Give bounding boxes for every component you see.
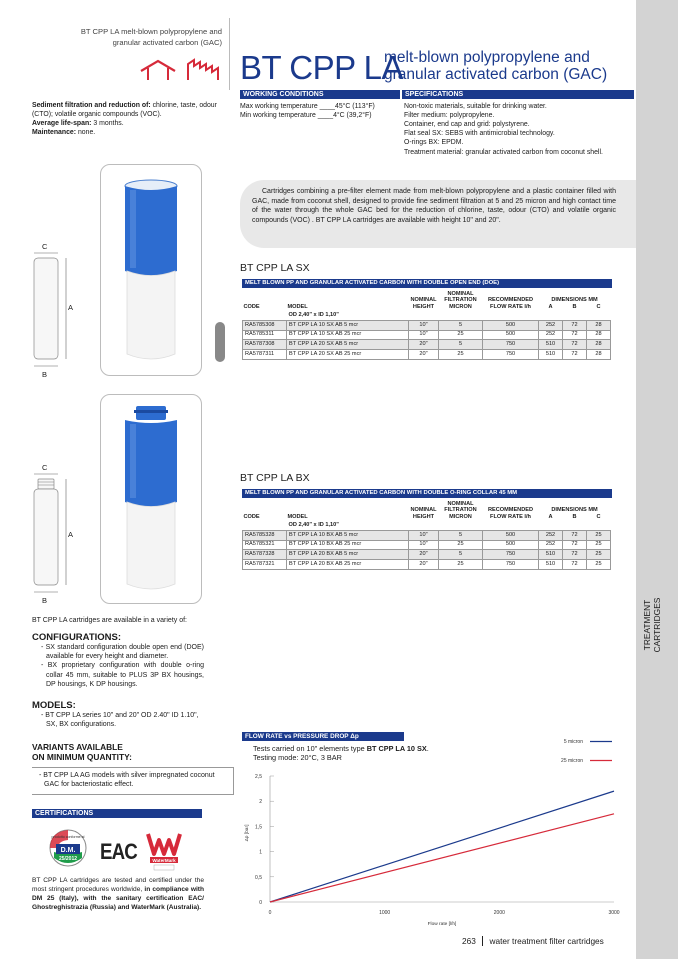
house-roof-icon	[138, 58, 178, 82]
page-subtitle	[384, 50, 607, 83]
specifications-list	[404, 102, 636, 157]
chart-note-line2: Testing mode: 20°C, 3 BAR	[253, 753, 342, 763]
diagram-label-a-bx: A	[68, 530, 74, 539]
table-row: RA5787321 BT CPP LA 20 BX AB 25 mcr 20" 25 750 510 72 25	[243, 560, 611, 570]
diagram-label-a: A	[68, 303, 74, 312]
sidebar-label-line1: TREATMENT	[642, 599, 652, 651]
footer	[462, 936, 604, 946]
max-temp-label: Max working temperature	[240, 103, 318, 110]
col-nominal-height: NOMINAL HEIGHT	[410, 297, 437, 310]
spec-line: Flat seal SX: SEBS with antimicrobial technology.	[404, 130, 555, 138]
sx-table	[242, 290, 611, 360]
variants-title-line1: VARIANTS AVAILABLE	[32, 742, 123, 752]
sx-title: BT CPP LA SX	[240, 262, 310, 274]
table-row: RA5785311 BT CPP LA 10 SX AB 25 mcr 10" 25 500 252 72 28	[243, 330, 611, 340]
dm25-logo-label: D.M.	[60, 847, 76, 854]
page-subtitle-line2: granular activated carbon (GAC)	[384, 65, 608, 83]
footer-text: water treatment filter cartridges	[489, 936, 604, 946]
variants-text: - BT CPP LA AG models with silver impregnated coconut GAC for bacteriostatic effect.	[39, 772, 215, 789]
y-tick-label: 1,5	[255, 824, 262, 831]
certifications-text	[32, 876, 204, 912]
min-temp-label: Min working temperature	[240, 112, 316, 120]
diagram-label-b: B	[42, 370, 48, 379]
y-tick-label: 1	[259, 849, 262, 856]
diagram-label-b-bx: B	[42, 596, 48, 605]
col-code: CODE	[243, 303, 260, 310]
min-temp-value: 4°C (39,2°F)	[333, 112, 372, 120]
cartridge-sx-outline-drawing	[30, 250, 78, 375]
variety-text: BT CPP LA cartridges are available in a variety of:	[32, 617, 187, 624]
sidebar-label-line2: CARTRIDGES	[651, 597, 662, 653]
table-row: RA5787311 BT CPP LA 20 SX AB 25 mcr 20" 25 750 510 72 28	[243, 350, 611, 360]
col-model: MODEL	[287, 513, 308, 520]
page-subtitle-line1: melt-blown polypropylene and	[384, 49, 590, 66]
legend-label: 5 micron	[563, 739, 583, 745]
intro-text	[32, 102, 228, 138]
sidebar-label	[643, 565, 662, 685]
y-tick-label: 2	[259, 799, 262, 806]
page-title: BT CPP LA	[240, 49, 404, 86]
spec-line: Filter medium: polypropylene.	[404, 112, 495, 120]
y-tick-label: 0	[259, 900, 262, 906]
col-nominal-filtration: NOMINAL FILTRATION MICRON	[444, 291, 477, 310]
legend-label: 25 micron	[561, 758, 583, 764]
chart-title: FLOW RATE vs PRESSURE DROP Δp	[242, 732, 404, 741]
chart-note-line1: Tests carried on 10" elements type BT CPP LA 10 SX.	[253, 744, 429, 753]
watermark-logo-label: WaterMark	[152, 858, 176, 863]
top-left-caption-line2: granular activated carbon (GAC)	[112, 38, 222, 48]
y-tick-label: 2,5	[255, 774, 262, 780]
models-list	[38, 711, 204, 729]
bx-title: BT CPP LA BX	[240, 472, 310, 484]
vertical-divider	[229, 18, 230, 90]
col-flow-rate: RECOMMENDED FLOW RATE l/h	[487, 507, 534, 520]
col-dim-a: DIMENSIONS MM A	[548, 507, 598, 520]
col-code: CODE	[243, 513, 260, 520]
bx-table-bar: MELT BLOWN PP AND GRANULAR ACTIVATED CARBON WITH DOUBLE O-RING COLLAR 45 MM	[242, 489, 612, 498]
bx-od-label: OD 2,40" x ID 1,10"	[288, 522, 339, 529]
col-dim-b: B	[572, 513, 577, 520]
col-model: MODEL	[287, 303, 308, 310]
table-row: RA5785308 BT CPP LA 10 SX AB 5 mcr 10" 5 500 252 72 28	[243, 320, 611, 330]
intro-sediment-label: Sediment filtration and reduction of:	[32, 102, 151, 109]
col-dim-b: B	[572, 303, 577, 310]
diagram-label-c: C	[42, 242, 48, 251]
col-nominal-filtration: NOMINAL FILTRATION MICRON	[444, 501, 477, 520]
bx-table-header	[243, 500, 611, 521]
list-item: - BT CPP LA series 10" and 20" OD 2.40" ID 1.10", SX, BX configurations.	[41, 712, 199, 729]
flow-pressure-chart	[240, 728, 636, 933]
intro-sediment-value: chlorine, taste, odour (CTO); volatile organic compounds (VOC).	[32, 102, 217, 118]
intro-sediment	[32, 102, 228, 120]
intro-life	[32, 120, 228, 129]
models-title: MODELS:	[32, 700, 76, 711]
bx-od-row	[243, 521, 611, 530]
certifications-text-plain: BT CPP LA cartridges are tested and certified under the most stringent procedures worldwide,	[32, 877, 204, 894]
certifications-header: CERTIFICATIONS	[32, 809, 202, 818]
dm25-certification-logo	[46, 826, 90, 870]
sx-od-row	[243, 311, 611, 320]
min-temp-row: Min working temperature ____4°C (39,2°F)	[240, 112, 372, 120]
bx-table	[242, 500, 611, 570]
col-nominal-height: NOMINAL HEIGHT	[410, 507, 437, 520]
x-tick-label: 1000	[379, 910, 391, 916]
variants-title-line2: ON MINIMUM QUANTITY:	[32, 751, 132, 762]
configurations-title: CONFIGURATIONS:	[32, 632, 122, 643]
x-tick-label: 3000	[608, 910, 620, 916]
variants-title	[32, 743, 132, 762]
intro-maintenance	[32, 129, 228, 138]
col-flow-rate: RECOMMENDED FLOW RATE l/h	[487, 297, 534, 310]
specifications-header: SPECIFICATIONS	[402, 90, 634, 99]
cartridge-bx-photo	[118, 404, 184, 596]
working-conditions	[240, 102, 400, 120]
table-row: RA5785321 BT CPP LA 10 BX AB 25 mcr 10" 25 500 252 72 25	[243, 540, 611, 550]
watermark-logo	[144, 828, 184, 872]
cartridge-sx-photo	[118, 176, 184, 366]
series-line-25-micron	[270, 814, 614, 902]
spec-line: O-rings BX: EPDM.	[404, 139, 464, 147]
dm25-logo-top: prodotto conforme al	[51, 835, 85, 839]
series-line-5-micron	[270, 791, 614, 902]
diagram-label-c-bx: C	[42, 463, 48, 472]
table-row: RA5785328 BT CPP LA 10 BX AB 5 mcr 10" 5 500 252 72 25	[243, 530, 611, 540]
spec-line: Non-toxic materials, suitable for drinking water.	[404, 103, 547, 110]
sx-table-bar: MELT BLOWN PP AND GRANULAR ACTIVATED CARBON WITH DOUBLE OPEN END (DOE)	[242, 279, 612, 288]
sx-table-header	[243, 290, 611, 311]
max-temp-value: 45°C (113°F)	[335, 103, 375, 110]
dm25-logo-year: 25/2012	[58, 856, 78, 862]
x-tick-label: 0	[268, 910, 272, 916]
eac-logo: EAC	[100, 839, 137, 864]
intro-maintenance-label: Maintenance:	[32, 128, 77, 136]
sx-od-label: OD 2,40" x ID 1,10"	[288, 312, 339, 319]
chart-container	[240, 728, 636, 933]
top-left-caption-line1: BT CPP LA melt-blown polypropylene and	[80, 27, 222, 36]
list-item: - BX proprietary configuration with double o-ring collar 45 mm, suitable to PLUS 3P BX housings, DP housings, K DP housings.	[41, 662, 204, 688]
page-number: 263	[462, 936, 476, 946]
sx-table-wrap	[242, 290, 611, 360]
col-dim-a: DIMENSIONS MM A	[548, 297, 598, 310]
x-axis-label: Flow rate [l/h]	[427, 922, 457, 927]
bx-table-wrap	[242, 500, 611, 570]
intro-maintenance-value: none.	[76, 128, 96, 136]
description-text: Cartridges combining a pre-filter element made from melt-blown polypropylene and a plastic container filled with GAC, made from coconut shell, designed to provide fine sediment filtration at 5 and 25 micron and high contact time of the water through the whole GAC bed for the reduction of chlorine, taste, odour (CTO) and volatile organic compounds (VOC) . BT CPP LA cartridges are available with height 10" and 20".	[252, 188, 616, 224]
footer-separator	[482, 936, 483, 946]
separator-tab	[215, 322, 225, 362]
col-dim-c: C	[596, 513, 601, 520]
table-row: RA5787308 BT CPP LA 20 SX AB 5 mcr 20" 5 750 510 72 28	[243, 340, 611, 350]
top-left-caption	[40, 26, 222, 49]
right-sidebar	[636, 0, 678, 959]
industrial-building-icon	[186, 58, 224, 82]
spec-line: Container, end cap and grid: polystyrene.	[404, 121, 530, 129]
y-tick-label: 0,5	[255, 874, 262, 881]
max-temp-row: Max working temperature ____45°C (113°F)	[240, 103, 375, 110]
col-dim-c: C	[596, 303, 601, 310]
intro-life-value: 3 months.	[91, 119, 124, 127]
working-conditions-header: WORKING CONDITIONS	[240, 90, 400, 99]
list-item: - SX standard configuration double open end (DOE) available for every height and diameter.	[41, 644, 204, 661]
configurations-list	[38, 643, 204, 689]
y-axis-label: Δp [bar]	[245, 824, 250, 842]
spec-line: Treatment material: granular activated carbon from coconut shell.	[404, 148, 603, 156]
x-tick-label: 2000	[493, 910, 505, 916]
certifications-text-bold: in compliance with DM 25 (Italy), with the sanitary certification EAC/ Ghostreghistrazia (Russia) and WaterMark (Australia).	[32, 886, 204, 912]
table-row: RA5787328 BT CPP LA 20 BX AB 5 mcr 20" 5 750 510 72 25	[243, 550, 611, 560]
intro-life-label: Average life-span:	[32, 119, 92, 127]
